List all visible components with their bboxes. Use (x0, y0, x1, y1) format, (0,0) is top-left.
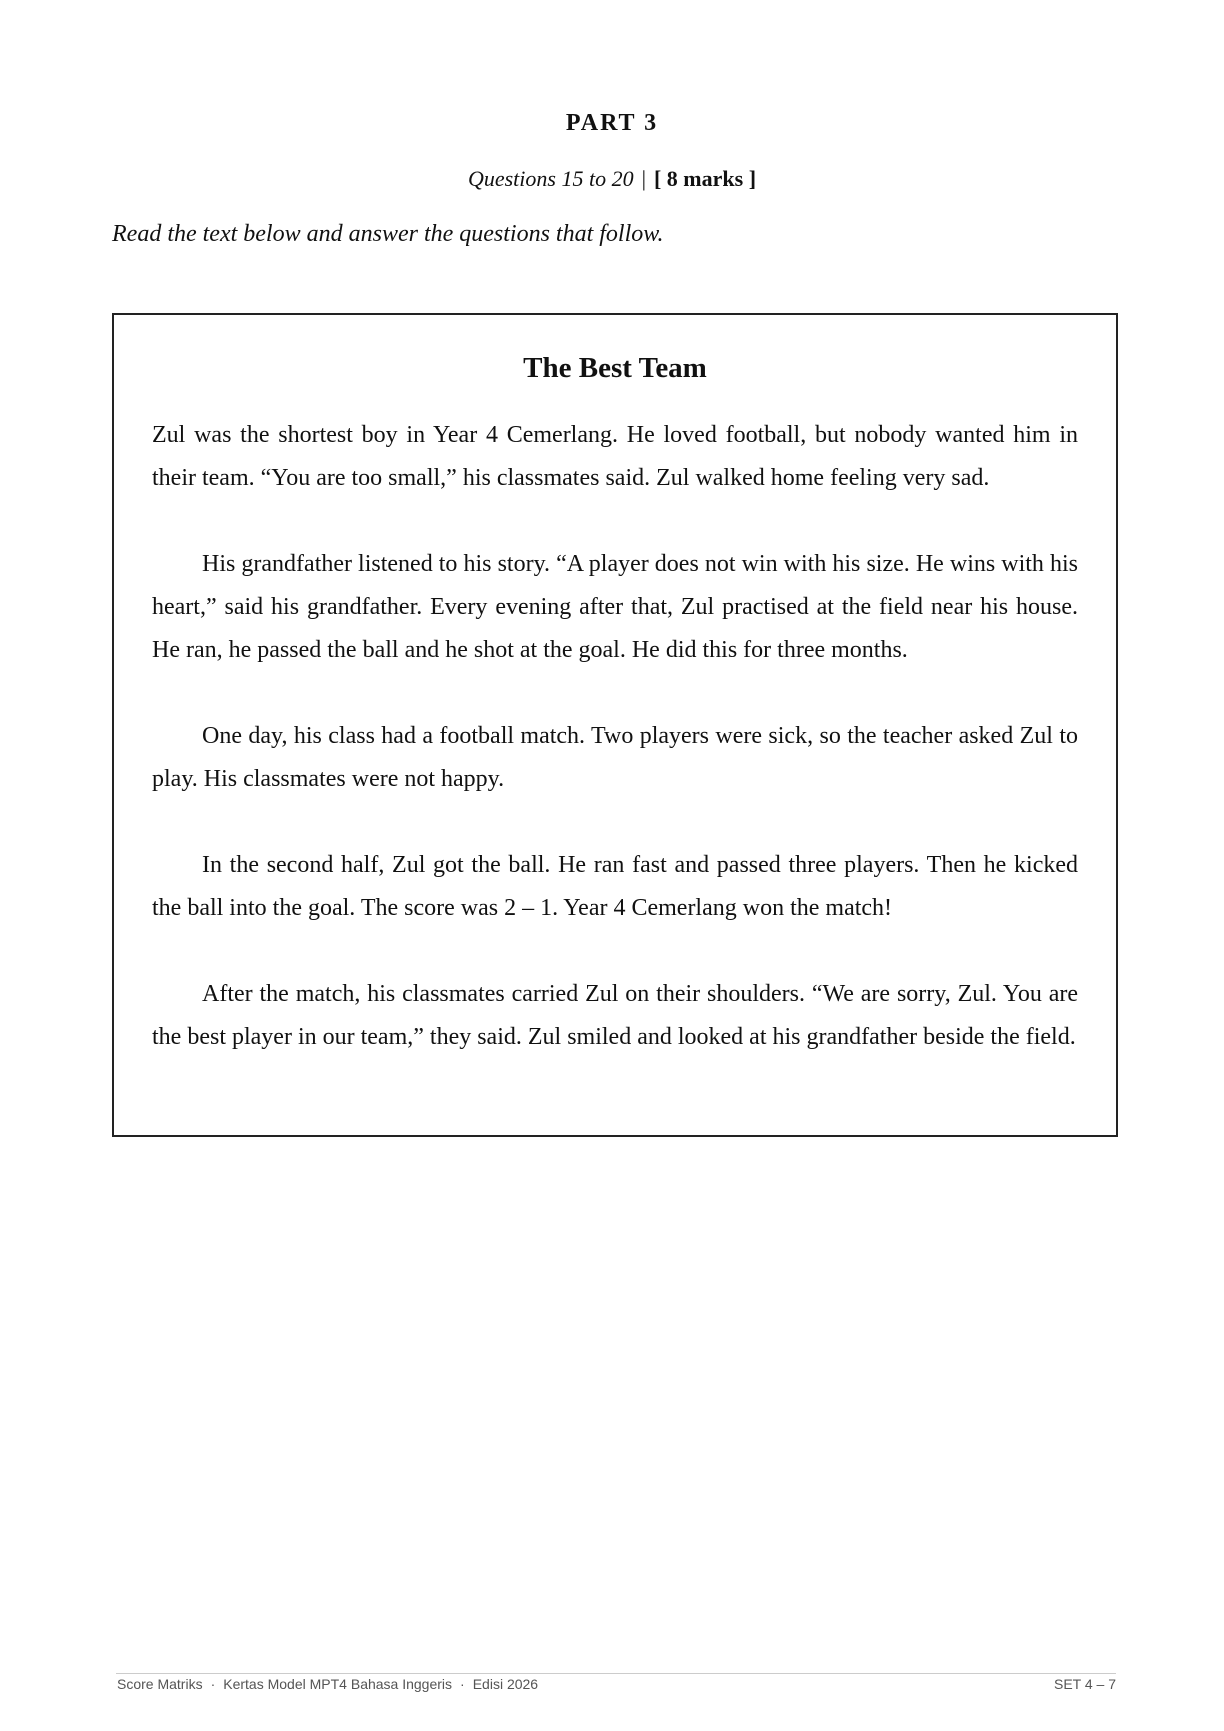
footer-divider (116, 1673, 1116, 1674)
passage-paragraph-2: His grandfather listened to his story. “A player does not win with his size. He wins with his heart,” said his grandfather. Every evening after that, Zul practised at the field near his house. He ran, he passed the ball and he shot at the goal. He did this for three months. (152, 550, 1078, 663)
instruction-text: Read the text below and answer the questions that follow. (112, 221, 664, 247)
footer-info (117, 1676, 538, 1692)
footer-dot-1: · (210, 1676, 216, 1692)
question-range-line (0, 166, 1224, 192)
separator: | (641, 166, 646, 191)
footer-publisher: Score Matriks (117, 1676, 203, 1692)
passage-title: The Best Team (523, 352, 707, 384)
question-range: Questions 15 to 20 (467, 166, 634, 191)
passage-paragraph-3: One day, his class had a football match. Two players were sick, so the teacher asked Zul to play. His classmates were not happy. (152, 722, 1078, 792)
passage-paragraph-4: In the second half, Zul got the ball. He ran fast and passed three players. Then he kicked the ball into the goal. The score was 2 – 1. Year 4 Cemerlang won the match! (152, 851, 1078, 921)
footer-dot-2: · (460, 1676, 465, 1692)
passage-paragraph-1: Zul was the shortest boy in Year 4 Cemerlang. He loved football, but nobody wanted him in their team. “You are too small,” his classmates said. Zul walked home feeling very sad. (152, 421, 1078, 491)
passage-paragraph-5: After the match, his classmates carried Zul on their shoulders. “We are sorry, Zul. You are the best player in our team,” they said. Zul smiled and looked at his grandfather beside the field. (152, 980, 1078, 1050)
footer-series: Kertas Model MPT4 Bahasa Inggeris (223, 1676, 453, 1692)
passage-box (112, 313, 1118, 1137)
footer-edition: Edisi 2026 (472, 1676, 539, 1692)
part-title: PART 3 (565, 110, 659, 136)
page-number: SET 4 – 7 (1053, 1676, 1116, 1692)
marks-label: [ 8 marks ] (653, 166, 757, 191)
